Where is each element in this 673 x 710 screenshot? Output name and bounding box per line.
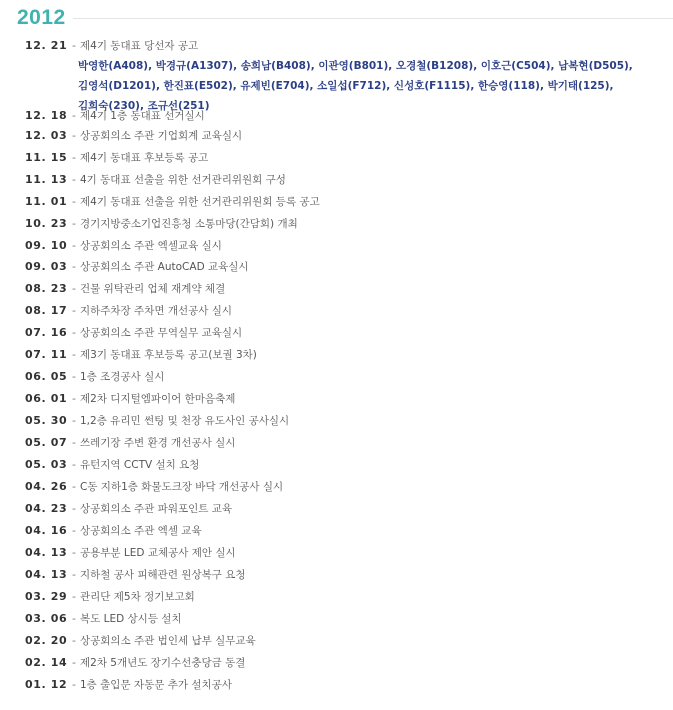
entry-text: 복도 LED 상시등 설치 [80, 613, 182, 625]
entry-bullet: - [72, 195, 76, 208]
entry-bullet: - [72, 173, 76, 186]
entry-date: 06. 01 [25, 392, 68, 405]
history-entry [0, 236, 673, 256]
entry-bullet: - [72, 568, 76, 581]
entry-bullet: - [72, 502, 76, 515]
entry-text: 상공회의소 주관 기업회계 교육실시 [80, 130, 243, 142]
entry-date: 04. 16 [25, 524, 68, 537]
history-entry [0, 170, 673, 190]
entry-text: 지하철 공사 피해관련 원상복구 요청 [80, 569, 246, 581]
entry-bullet: - [72, 392, 76, 405]
entry-text: 건물 위탁관리 업체 재계약 체결 [80, 283, 226, 295]
entry-bullet: - [72, 678, 76, 691]
representative: 조규선(251) [147, 100, 210, 112]
representative: 송희남(B408), [240, 60, 315, 72]
entry-date: 05. 30 [25, 414, 68, 427]
entry-date: 04. 23 [25, 502, 68, 515]
history-entry [0, 675, 673, 695]
representative: 박기태(125), [547, 80, 614, 92]
entry-text: 상공회의소 주관 엑셀교육 실시 [80, 240, 222, 252]
entry-text: 제4기 동대표 당선자 공고 [80, 40, 199, 52]
entry-text: 1층 조경공사 실시 [80, 371, 165, 383]
history-entry [0, 367, 673, 387]
history-entry [0, 214, 673, 234]
representative: 김영석(D1201), [78, 80, 160, 92]
entry-bullet: - [72, 348, 76, 361]
entry-bullet: - [72, 129, 76, 142]
entry-bullet: - [72, 370, 76, 383]
entry-text: C동 지하1층 화물도크장 바닥 개선공사 실시 [80, 481, 284, 493]
entry-date: 03. 29 [25, 590, 68, 603]
entry-text: 제4기 동대표 후보등록 공고 [80, 152, 209, 164]
entry-text: 제3기 동대표 후보등록 공고(보궐 3차) [80, 349, 257, 361]
entry-date: 02. 14 [25, 656, 68, 669]
representative: 이호근(C504), [480, 60, 555, 72]
entry-bullet: - [72, 590, 76, 603]
entry-bullet: - [72, 634, 76, 647]
history-entry [0, 301, 673, 321]
history-entry [0, 389, 673, 409]
representative: 박영한(A408), [78, 60, 153, 72]
entry-date: 03. 06 [25, 612, 68, 625]
entry-text: 지하주차장 주차면 개선공사 실시 [80, 305, 233, 317]
history-entry [0, 587, 673, 607]
history-entry [0, 653, 673, 673]
entry-text: 관리단 제5차 정기보고회 [80, 591, 195, 603]
entry-text: 상공회의소 주관 엑셀 교육 [80, 525, 202, 537]
history-entry [0, 499, 673, 519]
entry-bullet: - [72, 260, 76, 273]
entry-date: 12. 18 [25, 109, 68, 122]
entry-date: 09. 10 [25, 239, 68, 252]
representative: 한진표(E502), [163, 80, 237, 92]
history-entry [0, 279, 673, 299]
entry-date: 01. 12 [25, 678, 68, 691]
entry-date: 05. 07 [25, 436, 68, 449]
history-entry [0, 477, 673, 497]
history-entry [0, 323, 673, 343]
entry-text: 쓰레기장 주변 환경 개선공사 실시 [80, 437, 236, 449]
entry-text: 상공회의소 주관 AutoCAD 교육실시 [80, 261, 249, 273]
entry-text: 제2차 디지털엠파이어 한마음축제 [80, 393, 236, 405]
entry-text: 1층 출입문 자동문 추가 설치공사 [80, 679, 232, 691]
entry-date: 04. 13 [25, 546, 68, 559]
entry-bullet: - [72, 282, 76, 295]
entry-date: 06. 05 [25, 370, 68, 383]
entry-text: 공용부분 LED 교체공사 제안 실시 [80, 547, 236, 559]
entry-date: 08. 23 [25, 282, 68, 295]
year-title: 2012 [17, 6, 66, 29]
entry-bullet: - [72, 436, 76, 449]
entry-bullet: - [72, 109, 76, 122]
history-entry [0, 543, 673, 563]
entry-date: 04. 26 [25, 480, 68, 493]
history-entry [0, 631, 673, 651]
history-entry [0, 106, 673, 126]
entry-date: 12. 03 [25, 129, 68, 142]
entry-bullet: - [72, 304, 76, 317]
entry-text: 제2차 5개년도 장기수선충당금 동결 [80, 657, 246, 669]
entry-date: 12. 21 [25, 39, 68, 52]
entry-text: 상공회의소 주관 무역실무 교육실시 [80, 327, 243, 339]
history-entry [0, 609, 673, 629]
history-entry [0, 411, 673, 431]
entry-bullet: - [72, 326, 76, 339]
entry-text: 유턴지역 CCTV 설치 요청 [80, 459, 200, 471]
entry-bullet: - [72, 151, 76, 164]
representative: 남복현(D505), [558, 60, 633, 72]
entry-text: 제4기 동대표 선출을 위한 선거관리위원회 등록 공고 [80, 196, 320, 208]
entry-date: 11. 15 [25, 151, 68, 164]
entry-bullet: - [72, 239, 76, 252]
representative: 한승영(118), [478, 80, 544, 92]
entry-date: 07. 16 [25, 326, 68, 339]
entry-date: 11. 01 [25, 195, 68, 208]
entry-bullet: - [72, 217, 76, 230]
history-entry [0, 148, 673, 168]
entry-bullet: - [72, 612, 76, 625]
entry-date: 07. 11 [25, 348, 68, 361]
entry-date: 04. 13 [25, 568, 68, 581]
entry-bullet: - [72, 39, 76, 52]
entry-text: 제4기 1층 동대표 선거실시 [80, 110, 205, 122]
history-entry [0, 36, 673, 112]
entry-text: 상공회의소 주관 법인세 납부 실무교육 [80, 635, 256, 647]
entry-date: 10. 23 [25, 217, 68, 230]
entry-date: 11. 13 [25, 173, 68, 186]
entry-date: 08. 17 [25, 304, 68, 317]
entry-bullet: - [72, 546, 76, 559]
entry-bullet: - [72, 480, 76, 493]
history-entry [0, 257, 673, 277]
representative: 이관영(B801), [318, 60, 393, 72]
entry-text: 4기 동대표 선출을 위한 선거관리위원회 구성 [80, 174, 286, 186]
entry-text: 상공회의소 주관 파워포인트 교육 [80, 503, 233, 515]
representative: 박경규(A1307), [155, 60, 238, 72]
entry-bullet: - [72, 524, 76, 537]
representative: 오경철(B1208), [395, 60, 478, 72]
entry-bullet: - [72, 458, 76, 471]
representative: 김희숙(230), [78, 100, 144, 112]
entry-date: 02. 20 [25, 634, 68, 647]
history-entry [0, 455, 673, 475]
entry-date: 09. 03 [25, 260, 68, 273]
history-entry [0, 192, 673, 212]
entry-text: 1,2층 유리민 썬팅 및 천장 유도사인 공사실시 [80, 415, 290, 427]
entry-date: 05. 03 [25, 458, 68, 471]
history-entry [0, 345, 673, 365]
representative: 신성호(F1115), [393, 80, 475, 92]
entry-bullet: - [72, 656, 76, 669]
entry-text: 경기지방중소기업진흥청 소통마당(간담회) 개최 [80, 218, 298, 230]
year-header [17, 5, 673, 35]
representative: 소일섭(F712), [317, 80, 391, 92]
entry-bullet: - [72, 414, 76, 427]
representative: 유제빈(E704), [240, 80, 314, 92]
history-entry [0, 126, 673, 146]
history-entry [0, 521, 673, 541]
year-divider [73, 18, 673, 19]
history-entry [0, 565, 673, 585]
history-entry [0, 433, 673, 453]
